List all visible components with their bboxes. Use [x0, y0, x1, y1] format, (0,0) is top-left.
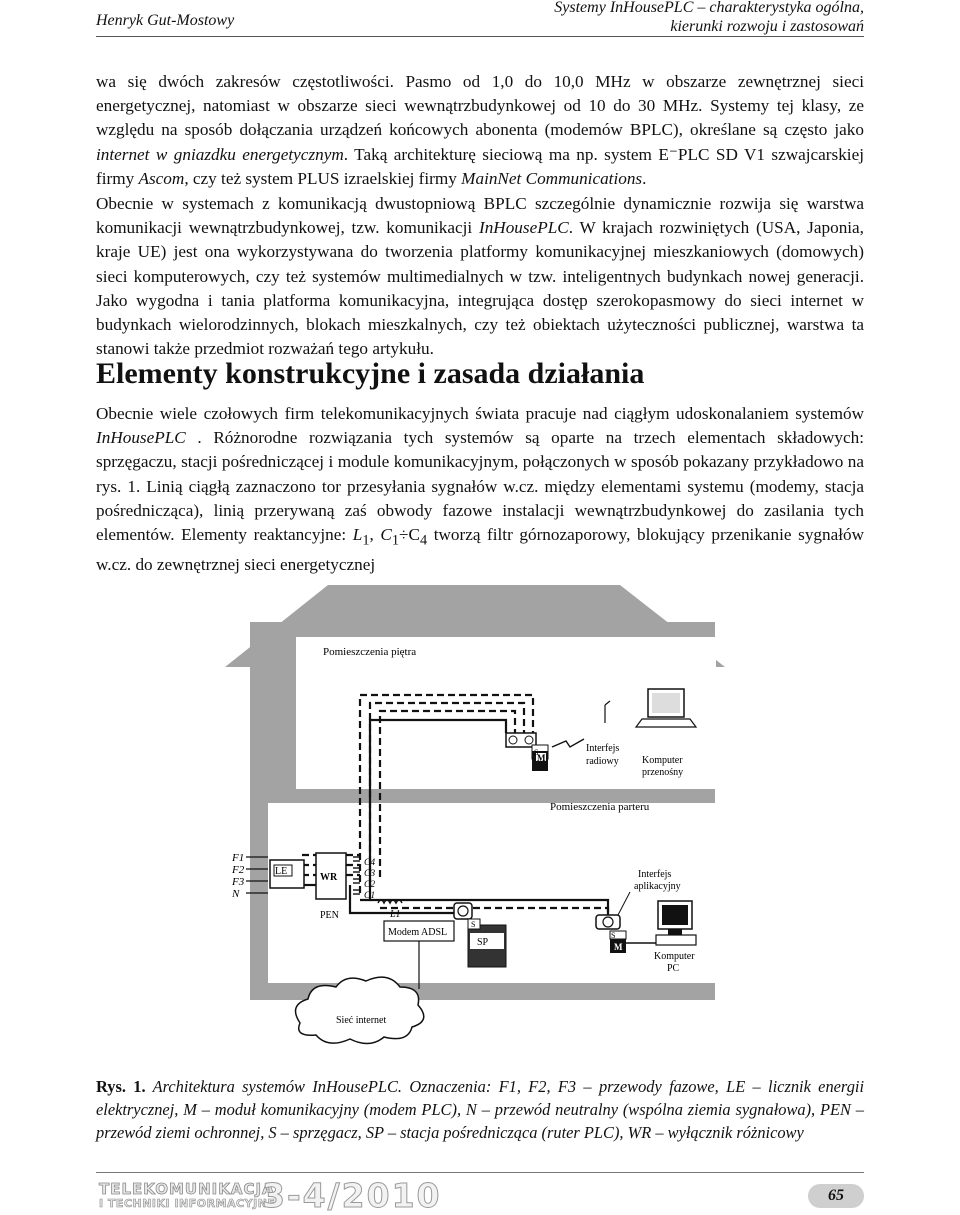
header-rule — [96, 36, 864, 37]
rcd-switch-label: WR — [320, 872, 338, 883]
p1-text-4: . — [642, 168, 647, 188]
p3-sub-1: 1 — [362, 532, 370, 549]
p3-text-1: Obecnie wiele czołowych firm telekomunikacyjnych świata pracuje nad ciągłym udoskonalaniem systemów — [96, 404, 864, 423]
figure-caption-label: Rys. 1. — [96, 1077, 146, 1096]
lower-room-label: Pomieszczenia parteru — [550, 801, 650, 813]
running-header-title-line2: kierunki rozwoju i zastosowań — [670, 18, 864, 35]
p3-text-2: . Różnorodne rozwiązania tych systemów są oparte na trzech elementach składowych: sprzęgaczu, stacji pośredniczącej i module komunikacyjnym, połączonych w sposób pokazany przykładowo na rys. 1. Linią ciągłą zaznaczono tor przesyłania sygnałów w.cz. między elementami systemu (modemy, stacja pośrednicząca), linią przerywaną zaś obwody fazowe instalacji wewnątrzbudynkowej do zasilania tych elementów. Elementy reaktancyjne: — [96, 428, 864, 545]
laptop-label-line1: Komputer — [642, 755, 683, 766]
p1-text-1: wa się dwóch zakresów częstotliwości. Pasmo od 1,0 do 10,0 MHz w obszarze zewnętrznej sieci energetycznej, natomiast w obszarze sieci wewnątrzbudynkowej od 10 do 30 MHz. Systemy tej klasy, ze względu na sposób dołączania urządzeń końcowych abonenta (modemów BPLC), określane są często jako — [96, 72, 864, 140]
footer-rule — [96, 1172, 864, 1173]
pen-label: PEN — [320, 910, 339, 921]
app-interface-line2: aplikacyjny — [634, 881, 681, 892]
paragraph-2 — [96, 192, 864, 361]
label-f3: F3 — [232, 876, 245, 888]
p1-text-3: , czy też system PLUS izraelskiej firmy — [184, 168, 462, 188]
p2-italic-1: InHousePLC — [478, 218, 569, 238]
lower-coupler-label: S — [611, 931, 616, 940]
running-header-author: Henryk Gut-Mostowy — [96, 12, 235, 29]
laptop-label-line2: przenośny — [642, 767, 684, 778]
sp-coupler-label: S — [471, 920, 476, 929]
running-header-title — [554, 0, 864, 36]
label-c4: C4 — [364, 858, 376, 868]
internet-label: Sieć internet — [336, 1015, 387, 1026]
p1-italic-1: internet w gniazdku energetycznym — [96, 144, 344, 164]
p1-text-2: . Taką architekturę sieciową ma np. system E⁻PLC SD V1 szwajcarskiej firmy — [96, 144, 864, 188]
p1-italic-2: Ascom — [138, 168, 185, 188]
p3-sub-2: 1 — [391, 532, 400, 549]
upper-coupler-label: S — [534, 748, 539, 757]
p3-italic-2: L — [352, 525, 363, 545]
p3-italic-1: InHousePLC — [96, 428, 186, 448]
label-f2: F2 — [232, 864, 245, 876]
p3-text-4: ÷C — [399, 525, 420, 545]
label-l1: L1 — [390, 909, 401, 920]
label-c3: C3 — [364, 869, 376, 879]
adsl-modem-label: Modem ADSL — [388, 927, 448, 938]
label-c1: C1 — [364, 891, 376, 901]
upper-module-label: M — [537, 753, 546, 763]
running-header-title-line1: Systemy InHousePLC – charakterystyka ogólna, — [554, 0, 864, 16]
label-n: N — [232, 888, 240, 900]
pc-label-line2: PC — [667, 963, 680, 974]
paragraph-3 — [96, 402, 864, 577]
p1-italic-3: MainNet Communications — [461, 168, 643, 188]
section-heading: Elementy konstrukcyjne i zasada działania — [96, 357, 645, 390]
label-f1: F1 — [232, 852, 245, 864]
journal-issue: 3-4/2010 — [262, 1176, 442, 1215]
p3-sub-3: 4 — [419, 532, 428, 549]
p2-text-1: Obecnie w systemach z komunikacją dwustopniową BPLC szczególnie dynamicznie rozwija się warstwa komunikacji wewnątrzbudynkowej, tzw. komunikacji — [96, 194, 864, 238]
lower-module-label: M — [614, 942, 623, 952]
sp-label: SP — [477, 937, 489, 948]
journal-name-line2: I TECHNIKI INFORMACYJNE — [99, 1197, 276, 1210]
p3-italic-3: C — [380, 525, 392, 545]
journal-name-line1: TELEKOMUNIKACJA — [99, 1180, 275, 1198]
p3-text-3: , — [369, 525, 381, 545]
page-number: 65 — [808, 1184, 864, 1208]
paragraph-1 — [96, 70, 864, 191]
figure-caption-text: Architektura systemów InHousePLC. Oznaczenia: F1, F2, F3 – przewody fazowe, LE – licznik energii elektrycznej, M – moduł komunikacyjny (modem PLC), N – przewód neutralny (wspólna ziemia sygnałowa), PEN – przewód ziemi ochronnej, S – sprzęgacz, SP – stacja pośrednicząca (ruter PLC), WR – wyłącznik różnicowy — [96, 1077, 864, 1142]
radio-interface-line1: Interfejs — [586, 743, 620, 754]
figure-caption — [96, 1075, 864, 1144]
energy-meter-label: LE — [275, 866, 288, 877]
figure-house-diagram — [210, 585, 750, 1065]
radio-interface-line2: radiowy — [586, 756, 619, 767]
p3-text-5: tworzą filtr górnozaporowy, blokujący przenikanie sygnałów w.cz. do zewnętrznej sieci energetycznej — [96, 525, 865, 574]
upper-room-label: Pomieszczenia piętra — [323, 646, 417, 658]
pc-icon — [656, 901, 696, 945]
pc-label-line1: Komputer — [654, 951, 695, 962]
p2-text-2: . W krajach rozwiniętych (USA, Japonia, kraje UE) jest ona wykorzystywana do tworzenia platformy komunikacyjnej mieszkaniowych (domowych) sieci komputerowych, czy też systemów multimedialnych w tzw. inteligentnych budynkach nowej generacji. Jako wygodna i tania platforma komunikacyjna, integrująca dostęp szerokopasmowy do sieci internet w budynkach wielorodzinnych, blokach mieszkalnych, czy też obiektach użyteczności publicznej, warstwa ta stanowi także przedmiot rozważań tego artykułu. — [96, 218, 864, 359]
app-interface-line1: Interfejs — [638, 869, 672, 880]
label-c2: C2 — [364, 880, 376, 890]
